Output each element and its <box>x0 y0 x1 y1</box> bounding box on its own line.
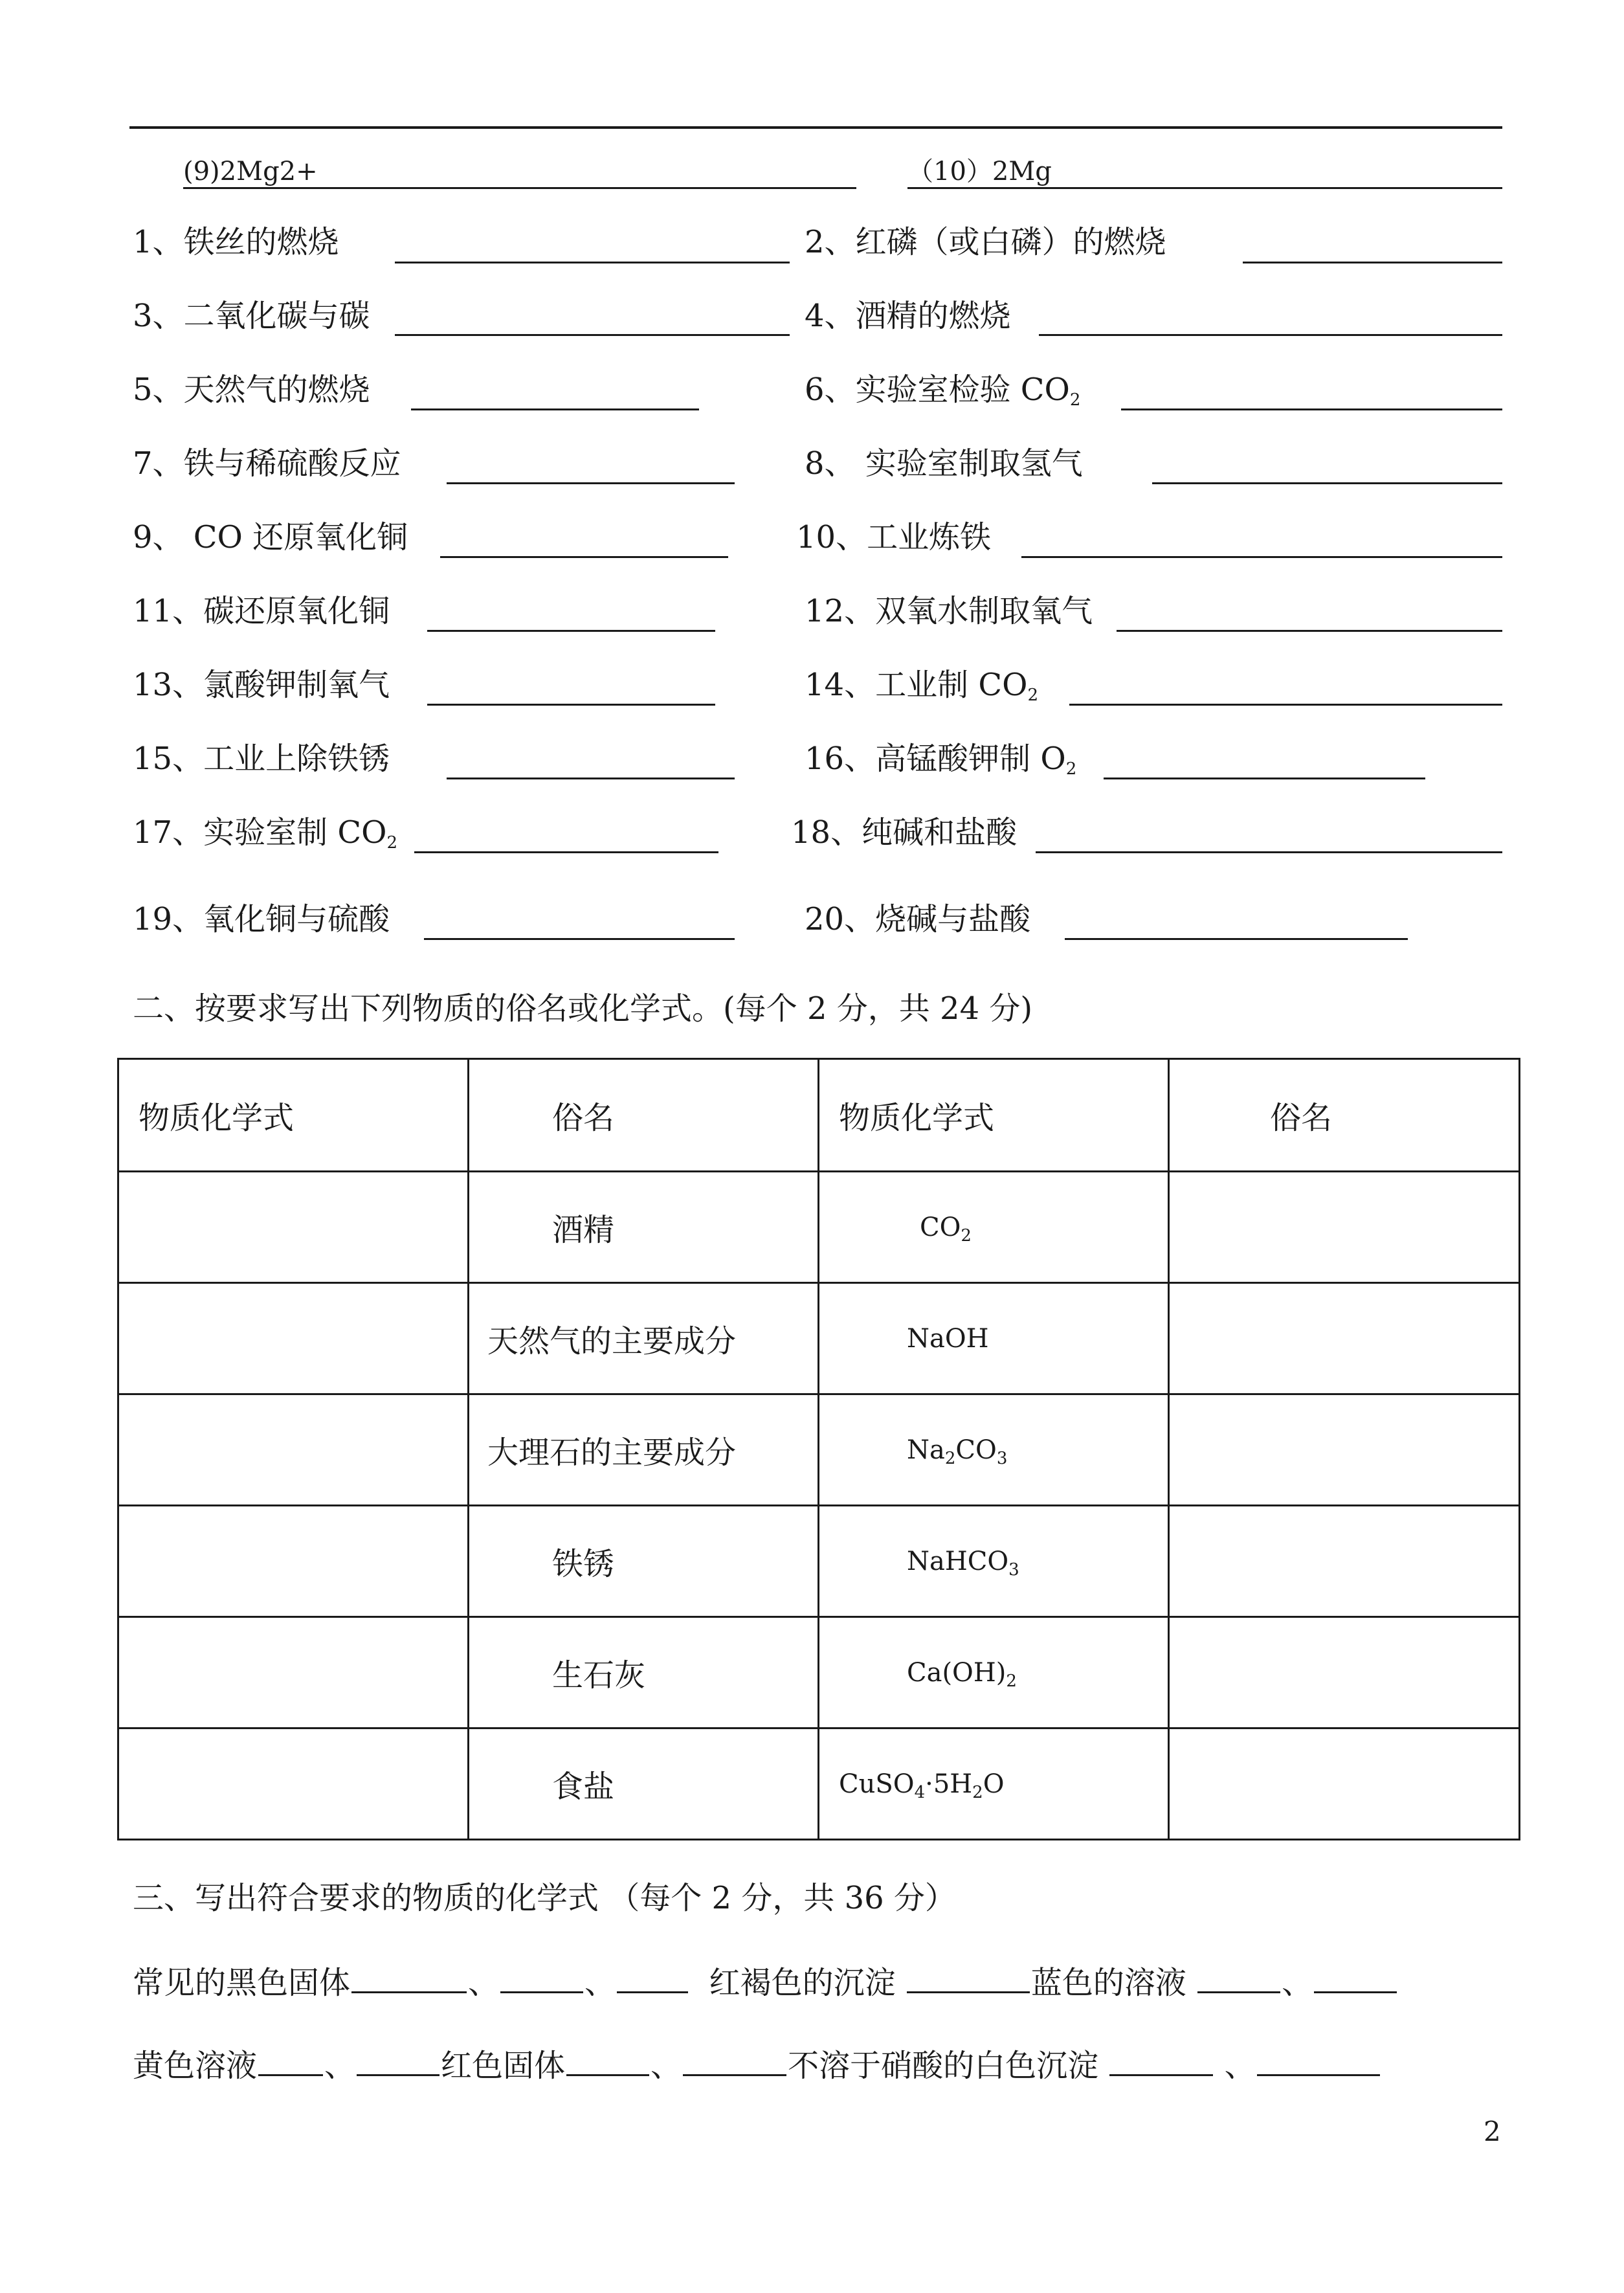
answer-line-eq9[interactable] <box>440 556 728 558</box>
answer-line-10[interactable] <box>907 187 1502 189</box>
table-header-row <box>118 1059 1520 1172</box>
answer-cell[interactable] <box>118 1283 469 1394</box>
answer-cell[interactable] <box>118 1394 469 1506</box>
formula-cell: NaHCO$_3$ <box>819 1506 1169 1617</box>
answer-line-eq17[interactable] <box>414 851 718 853</box>
blank-black-solid-3[interactable] <box>617 1963 688 1993</box>
table-row <box>118 1394 1520 1506</box>
answer-line-9[interactable] <box>183 187 856 189</box>
header-name-2: 俗名 <box>1169 1059 1520 1172</box>
table-row <box>118 1172 1520 1283</box>
formula-cell: $Na_2CO_3$ <box>819 1394 1169 1506</box>
answer-cell[interactable] <box>1169 1283 1520 1394</box>
answer-cell[interactable] <box>118 1728 469 1840</box>
equation-7: 7、铁与稀硫酸反应 <box>133 445 401 482</box>
equation-13: 13、氯酸钾制氧气 <box>133 667 390 703</box>
blank-red-brown-precipitate[interactable] <box>907 1963 1030 1993</box>
answer-line-eq18[interactable] <box>1036 851 1502 853</box>
answer-line-eq16[interactable] <box>1104 777 1425 779</box>
names-table <box>117 1058 1520 1840</box>
equation-9: 9、 CO 还原氧化铜 <box>133 519 408 555</box>
section-2-heading: 二、按要求写出下列物质的俗名或化学式。(每个 2 分，共 24 分) <box>133 990 1033 1027</box>
answer-line-eq7[interactable] <box>447 482 735 484</box>
blank-red-solid-2[interactable] <box>683 2046 786 2076</box>
answer-line-eq2[interactable] <box>1243 262 1502 263</box>
answer-cell[interactable] <box>1169 1172 1520 1283</box>
equation-5: 5、天然气的燃烧 <box>133 372 370 408</box>
answer-line-eq19[interactable] <box>424 938 735 940</box>
common-name-cell: 食盐 <box>469 1728 819 1840</box>
equation-3: 3、二氧化碳与碳 <box>133 298 370 334</box>
equation-17: 17、实验室制 $CO_2$ <box>133 814 397 853</box>
answer-cell[interactable] <box>118 1506 469 1617</box>
table-row <box>118 1728 1520 1840</box>
equation-6: 6、实验室检验 $CO_2$ <box>805 372 1081 410</box>
equation-1: 1、铁丝的燃烧 <box>133 224 339 260</box>
section-3-line-2: 黄色溶液 、 红色固体 、 不溶于硝酸的白色沉淀 、 <box>133 2046 1381 2085</box>
table-row <box>118 1506 1520 1617</box>
header-formula-2: 物质化学式 <box>819 1059 1169 1172</box>
formula-cell: $Ca(OH)_2$ <box>819 1617 1169 1728</box>
common-name-cell: 天然气的主要成分 <box>469 1283 819 1394</box>
common-name-cell: 大理石的主要成分 <box>469 1394 819 1506</box>
equation-2: 2、红磷（或白磷）的燃烧 <box>805 224 1166 260</box>
answer-line-eq5[interactable] <box>411 408 699 410</box>
answer-line-eq14[interactable] <box>1069 704 1502 706</box>
answer-line-eq11[interactable] <box>427 630 715 632</box>
answer-line-eq3[interactable] <box>395 334 790 336</box>
blank-black-solid-2[interactable] <box>500 1963 583 1993</box>
blank-black-solid-1[interactable] <box>351 1963 467 1993</box>
blank-white-precipitate-1[interactable] <box>1109 2046 1213 2076</box>
answer-line-eq10[interactable] <box>1021 556 1502 558</box>
item-9-label: (9)2Mg2+ <box>183 157 318 186</box>
table-row <box>118 1617 1520 1728</box>
common-name-cell: 酒精 <box>469 1172 819 1283</box>
equation-8: 8、 实验室制取氢气 <box>805 445 1083 482</box>
blank-yellow-solution-1[interactable] <box>258 2046 323 2076</box>
answer-line-eq4[interactable] <box>1039 334 1502 336</box>
equation-14: 14、工业制 $CO_2$ <box>805 667 1038 705</box>
blank-blue-solution-1[interactable] <box>1197 1963 1280 1993</box>
equation-16: 16、高锰酸钾制 $O_2$ <box>805 741 1077 779</box>
equation-12: 12、双氧水制取氧气 <box>805 593 1093 629</box>
equation-15: 15、工业上除铁锈 <box>133 741 390 777</box>
header-formula-1: 物质化学式 <box>118 1059 469 1172</box>
common-name-cell: 生石灰 <box>469 1617 819 1728</box>
page-number: 2 <box>1484 2116 1501 2147</box>
equation-20: 20、烧碱与盐酸 <box>805 901 1031 937</box>
blank-red-solid-1[interactable] <box>566 2046 649 2076</box>
answer-line-eq12[interactable] <box>1117 630 1502 632</box>
blank-white-precipitate-2[interactable] <box>1257 2046 1380 2076</box>
section-3-heading: 三、写出符合要求的物质的化学式 （每个 2 分，共 36 分） <box>133 1880 956 1916</box>
equation-11: 11、碳还原氧化铜 <box>133 593 390 629</box>
header-rule <box>129 126 1502 129</box>
answer-line-eq6[interactable] <box>1121 408 1502 410</box>
answer-line-eq8[interactable] <box>1152 482 1502 484</box>
answer-cell[interactable] <box>118 1172 469 1283</box>
answer-cell[interactable] <box>1169 1394 1520 1506</box>
answer-line-eq1[interactable] <box>395 262 790 263</box>
answer-line-eq20[interactable] <box>1065 938 1408 940</box>
answer-cell[interactable] <box>1169 1617 1520 1728</box>
answer-cell[interactable] <box>1169 1506 1520 1617</box>
common-name-cell: 铁锈 <box>469 1506 819 1617</box>
item-10-label: （10）2Mg <box>907 157 1052 186</box>
answer-cell[interactable] <box>118 1617 469 1728</box>
equation-18: 18、纯碱和盐酸 <box>791 814 1018 851</box>
blank-yellow-solution-2[interactable] <box>357 2046 439 2076</box>
table-row <box>118 1283 1520 1394</box>
equation-19: 19、氧化铜与硫酸 <box>133 901 390 937</box>
section-3-line-1: 常见的黑色固体 、 、 红褐色的沉淀 蓝色的溶液 、 <box>133 1963 1398 2002</box>
answer-line-eq15[interactable] <box>447 777 735 779</box>
formula-cell: $CO_2$ <box>819 1172 1169 1283</box>
formula-cell: NaOH <box>819 1283 1169 1394</box>
answer-cell[interactable] <box>1169 1728 1520 1840</box>
answer-line-eq13[interactable] <box>427 704 715 706</box>
header-name-1: 俗名 <box>469 1059 819 1172</box>
formula-cell: $CuSO_4\cdot 5H_2O$ <box>819 1728 1169 1840</box>
equation-10: 10、工业炼铁 <box>796 519 992 555</box>
equation-4: 4、酒精的燃烧 <box>805 298 1011 334</box>
blank-blue-solution-2[interactable] <box>1314 1963 1397 1993</box>
